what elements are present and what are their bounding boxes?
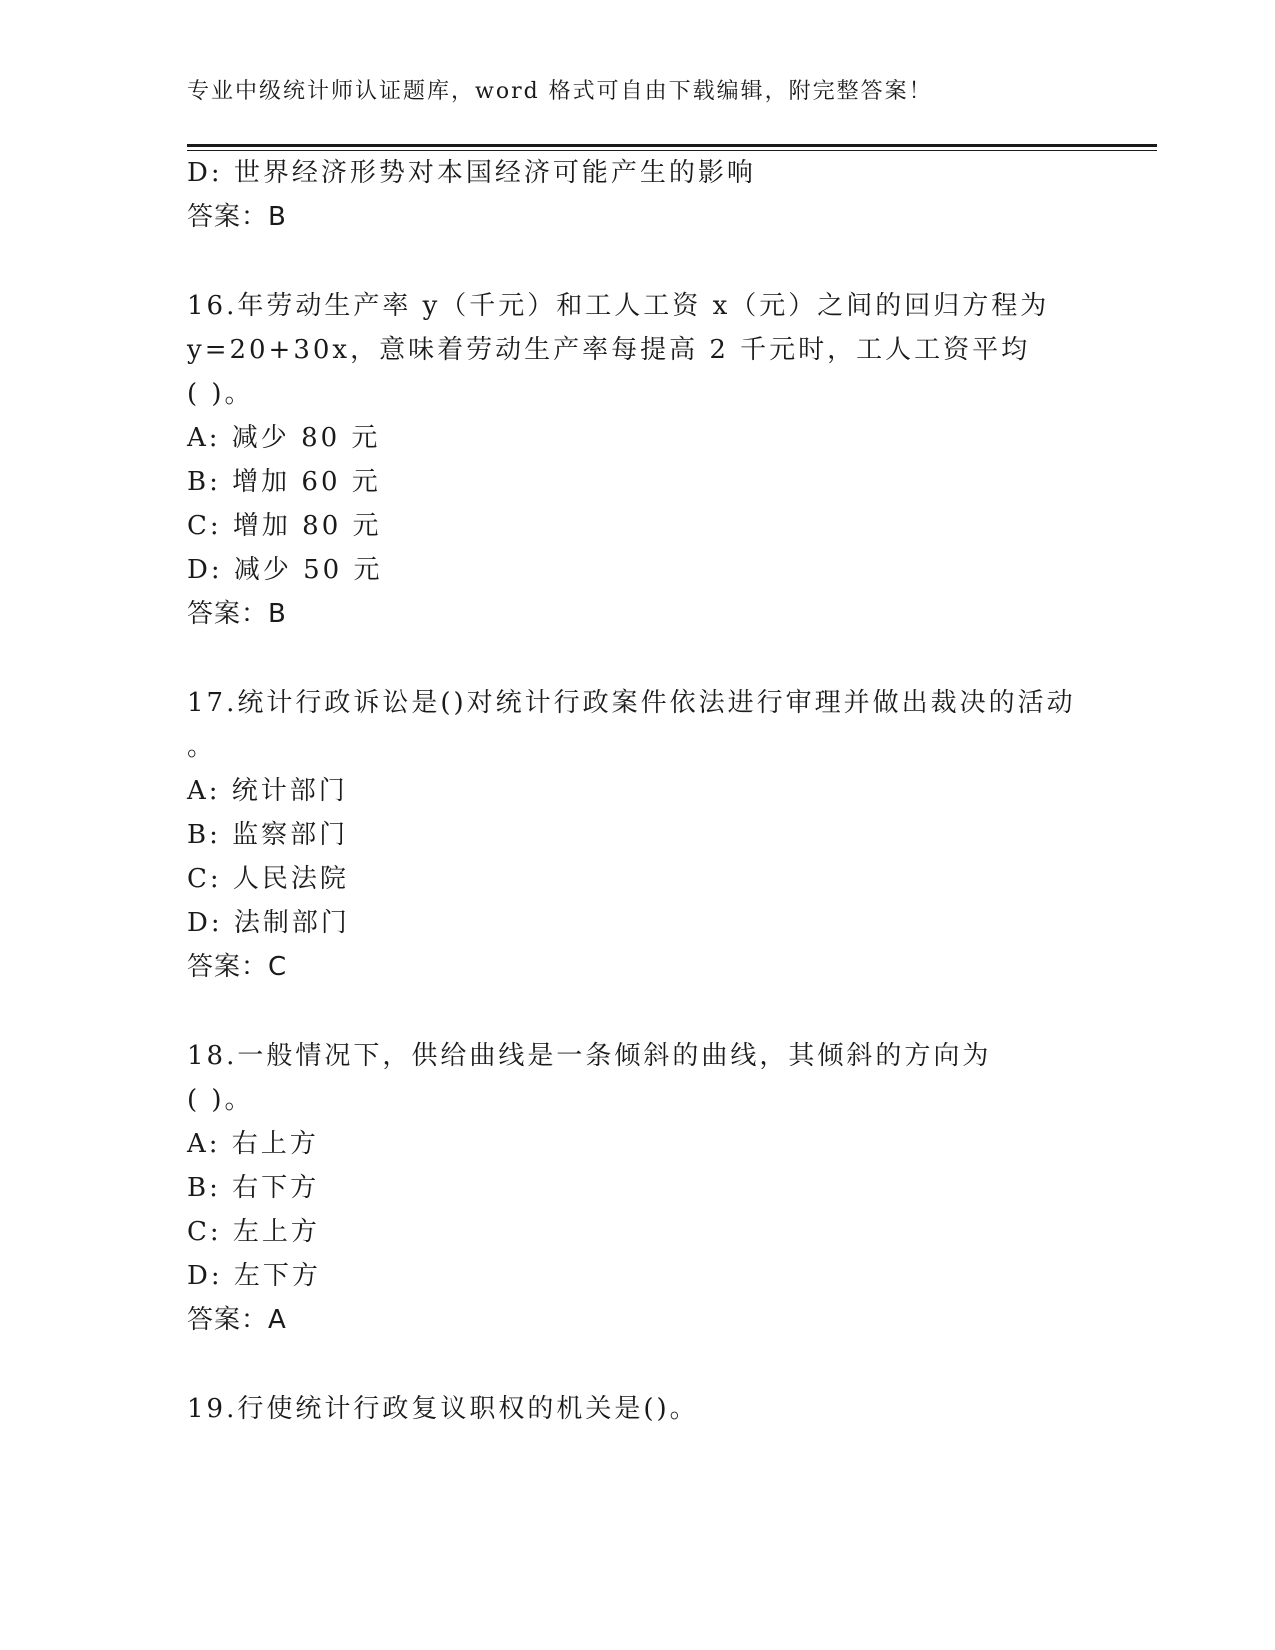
option-c: C: 人民法院 <box>187 864 349 894</box>
header-rule-thin <box>187 150 1157 151</box>
option-c: C: 左上方 <box>187 1217 320 1247</box>
question-stem-line: 19.行使统计行政复议职权的机关是()。 <box>187 1394 699 1424</box>
option-d: D: 世界经济形势对本国经济可能产生的影响 <box>187 158 756 188</box>
question-stem-line: 18.一般情况下，供给曲线是一条倾斜的曲线，其倾斜的方向为 <box>187 1041 992 1071</box>
answer-line: 答案：B <box>187 202 287 232</box>
option-b: B: 右下方 <box>187 1173 320 1203</box>
option-c: C: 增加 80 元 <box>187 511 382 541</box>
answer-line: 答案：C <box>187 952 288 982</box>
question-stem-line: y=20+30x，意味着劳动生产率每提高 2 千元时，工人工资平均 <box>187 335 1031 365</box>
header-rule-thick <box>187 144 1157 147</box>
option-b: B: 监察部门 <box>187 820 349 850</box>
option-d: D: 减少 50 元 <box>187 555 383 585</box>
page-header: 专业中级统计师认证题库，word 格式可自由下载编辑，附完整答案！ <box>187 79 933 104</box>
question-stem-line: 17.统计行政诉讼是()对统计行政案件依法进行审理并做出裁决的活动 <box>187 688 1076 718</box>
question-stem-line: 16.年劳动生产率 y（千元）和工人工资 x（元）之间的回归方程为 <box>187 291 1050 321</box>
option-d: D: 左下方 <box>187 1261 321 1291</box>
option-a: A: 统计部门 <box>187 776 348 806</box>
question-stem-line: 。 <box>187 732 217 762</box>
question-stem-line: ( )。 <box>187 379 254 409</box>
answer-line: 答案：A <box>187 1305 287 1335</box>
option-a: A: 减少 80 元 <box>187 423 381 453</box>
option-a: A: 右上方 <box>187 1129 319 1159</box>
answer-line: 答案：B <box>187 599 287 629</box>
option-b: B: 增加 60 元 <box>187 467 381 497</box>
question-stem-line: ( )。 <box>187 1085 254 1115</box>
option-d: D: 法制部门 <box>187 908 350 938</box>
